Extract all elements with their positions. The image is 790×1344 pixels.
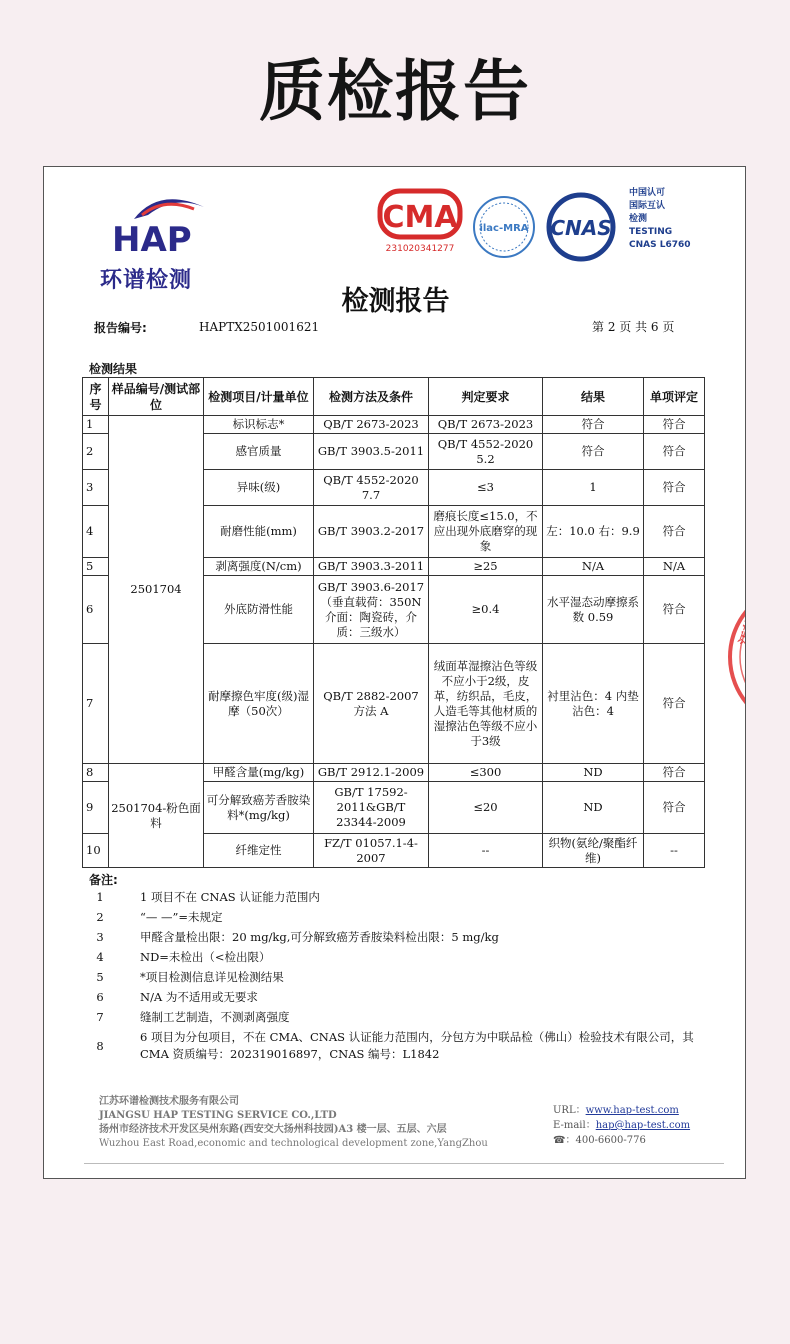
cell: 绒面革湿擦沾色等级不应小于2级，皮革，纺织品，毛皮，人造毛等其他材质的湿擦沾色等级不应小于3级 <box>429 644 543 764</box>
notes-title: 备注: <box>89 873 118 887</box>
cell: 4 <box>83 506 109 558</box>
cell: 磨痕长度≤15.0，不应出现外底磨穿的现象 <box>429 506 543 558</box>
cell: 标识标志* <box>204 416 314 434</box>
red-seal-stamp <box>722 577 776 737</box>
cell: 2501704-粉色面料 <box>109 764 204 868</box>
cell: 符合 <box>644 506 705 558</box>
cell: 左：10.0 右：9.9 <box>543 506 644 558</box>
col-header: 检测方法及条件 <box>314 378 429 416</box>
col-header: 检测项目/计量单位 <box>204 378 314 416</box>
col-header: 序号 <box>83 378 109 416</box>
col-header: 单项评定 <box>644 378 705 416</box>
cell: QB/T 2673-2023 <box>429 416 543 434</box>
cell: 符合 <box>543 416 644 434</box>
cell: N/A <box>543 558 644 576</box>
cell: 水平湿态动摩擦系数 0.59 <box>543 576 644 644</box>
cell: QB/T 4552-2020 7.7 <box>314 470 429 506</box>
cell: 剥离强度(N/cm) <box>204 558 314 576</box>
cell: 符合 <box>644 416 705 434</box>
hap-logo <box>104 189 214 259</box>
report-number-label: 报告编号: <box>94 321 147 335</box>
cell: 符合 <box>644 764 705 782</box>
cell: 10 <box>83 834 109 868</box>
cell: ND <box>543 764 644 782</box>
footer-contact: URL：www.hap-test.com E-mail：hap@hap-test.com ☎：400-6600-776 <box>553 1105 691 1146</box>
cell: 感官质量 <box>204 434 314 470</box>
cell: 耐摩擦色牢度(级)湿摩（50次） <box>204 644 314 764</box>
cell: QB/T 4552-2020 5.2 <box>429 434 543 470</box>
cell: QB/T 2673-2023 <box>314 416 429 434</box>
cell: ≤3 <box>429 470 543 506</box>
cell: FZ/T 01057.1-4-2007 <box>314 834 429 868</box>
cell: 外底防滑性能 <box>204 576 314 644</box>
cell: ≤300 <box>429 764 543 782</box>
address-cn: 扬州市经济技术开发区吴州东路(西安交大扬州科技园)A3 楼一层、五层、六层 <box>99 1124 447 1135</box>
phone-number: ：400-6600-776 <box>565 1135 646 1146</box>
cell: 6 <box>83 576 109 644</box>
cell: 异味(级) <box>204 470 314 506</box>
svg-text:CNAS: CNAS <box>550 216 612 240</box>
cell: 符合 <box>644 470 705 506</box>
report-sheet: HAP 环谱检测 CMA 231020341277 ilac-MRA CNAS 中国认可 国际互认 检测 TESTING CNAS L6760 检测报告 报告编号: HAPTX2501001621 第 2 页 共 6 页 检测结果 序号 样品编号/测试部位 检测项目/计量单位 检测方法及条件 判定要求 结果 单项评定 1 2501704 标识标志* QB/T 2673-2023 QB/T 2673-2023 符合 符合 2 感官质量 GB/T 3903.5-2011 QB/T 4552-2020 5.2 符合 符合 3 异味(级) QB/T 4552-2020 7.7 ≤3 1 符合 4 耐磨性能(mm) GB/T 3903.2-2017 磨痕长度≤15.0，不应出现外底磨穿的现象 左：10.0 右：9.9 符合 5 剥离强度(N/cm) GB/T 3903.3-2011 ≥25 N/A N/A 6 外底防滑性能 GB/T 3903.6-2017（垂直载荷：350N介面：陶瓷砖，介质：三级水） ≥0.4 水平湿态动摩擦系数 0.59 符合 7 耐摩擦色牢度(级)湿摩（50次） QB/T 2882-2007 方法 A 绒面革湿擦沾色等级不应小于2级，皮革，纺织品，毛皮，人造毛等其他材质的湿擦沾色等级不应小于3级 衬里沾色：4 内垫沾色：4 符合 8 2501704-粉色面料 甲醛含量(mg/kg) GB/T 2912.1-2009 ≤300 ND 符合 9 可分解致癌芳香胺染料*(mg/kg) GB/T 17592-2011&GB/T 23344-2009 ≤20 ND 符合 10 纤维定性 FZ/T 01057.1-4-2007 -- 织物(氨纶/聚酯纤维) -- 备注: 1 1 项目不在 CNAS 认证能力范围内 2 “— —”=未规定 3 甲醛含量检出限：20 mg/kg,可分解致癌芳香胺染料检出限：5 mg/kg 4 ND=未检出（<检出限） 5 *项目检测信息详见检测结果 6 N/A 为不适用或无要求 7 缝制工艺制造，不测剥离强度 8 6 项目为分包项目，不在 CMA、CNAS 认证能力范围内，分包方为中联品检（佛山）检验技术有限公司，其 CMA 资质编号：202319016897，CNAS 编号：L1842 江苏环谱检测技术服务有限公司 JIANGSU HAP TESTING SERVICE CO.,LTD 扬州市经济技术开发区吴州东路(西安交大扬州科技园)A3 楼一层、五层、六层 Wuzhou East Road,economic and technological development zone,YangZhou URL：www.hap-test.com E-mail：hap@hap-test.com ☎：400-6600-776 江苏环谱检 <box>43 166 746 1179</box>
cell: 1 <box>83 416 109 434</box>
cell: ND <box>543 782 644 834</box>
svg-text:HAP: HAP <box>112 220 192 259</box>
cell: GB/T 3903.3-2011 <box>314 558 429 576</box>
table-header-row <box>83 378 705 416</box>
phone-icon: ☎ <box>553 1135 566 1146</box>
svg-text:231020341277: 231020341277 <box>385 244 455 254</box>
results-table <box>82 377 705 868</box>
cell: 8 <box>83 764 109 782</box>
document-title: 检测报告 <box>341 286 450 317</box>
cell: 可分解致癌芳香胺染料*(mg/kg) <box>204 782 314 834</box>
svg-text:CMA: CMA <box>382 200 458 235</box>
ilac-mra-logo <box>474 197 534 257</box>
cell: 符合 <box>644 782 705 834</box>
cnas-accreditation-text: 中国认可 国际互认 检测 TESTING CNAS L6760 <box>629 188 691 250</box>
cell: 符合 <box>644 576 705 644</box>
cell: GB/T 3903.5-2011 <box>314 434 429 470</box>
cell: 9 <box>83 782 109 834</box>
company-name-en: JIANGSU HAP TESTING SERVICE CO.,LTD <box>99 1110 337 1121</box>
cell: N/A <box>644 558 705 576</box>
table-row <box>83 416 705 434</box>
cell: GB/T 2912.1-2009 <box>314 764 429 782</box>
cell: 2501704 <box>109 416 204 764</box>
svg-text:江苏环谱检: 江苏环谱检 <box>736 577 776 649</box>
svg-text:ilac-MRA: ilac-MRA <box>479 223 529 234</box>
cell: ≤20 <box>429 782 543 834</box>
cell: 1 <box>543 470 644 506</box>
cell: QB/T 2882-2007 方法 A <box>314 644 429 764</box>
cell: GB/T 17592-2011&GB/T 23344-2009 <box>314 782 429 834</box>
cell: 2 <box>83 434 109 470</box>
footer-company <box>99 1095 488 1151</box>
page-info: 第 2 页 共 6 页 <box>592 320 675 334</box>
cma-logo <box>380 191 460 254</box>
cell: 符合 <box>543 434 644 470</box>
cell: GB/T 3903.2-2017 <box>314 506 429 558</box>
hap-company-name: 环谱检测 <box>100 268 193 293</box>
cell: 符合 <box>644 434 705 470</box>
address-en: Wuzhou East Road,economic and technological development zone,YangZhou <box>99 1138 488 1149</box>
cell: ≥0.4 <box>429 576 543 644</box>
cell: 3 <box>83 470 109 506</box>
page-title: 质检报告 <box>259 53 531 130</box>
email-link[interactable]: hap@hap-test.com <box>595 1120 691 1131</box>
section-label: 检测结果 <box>89 362 138 376</box>
col-header: 结果 <box>543 378 644 416</box>
footer-divider <box>84 1163 724 1164</box>
cell: 纤维定性 <box>204 834 314 868</box>
cell: -- <box>429 834 543 868</box>
company-name-cn: 江苏环谱检测技术服务有限公司 <box>99 1096 239 1107</box>
cell: GB/T 3903.6-2017（垂直载荷：350N介面：陶瓷砖，介质：三级水） <box>314 576 429 644</box>
table-row <box>83 764 705 782</box>
cell: 耐磨性能(mm) <box>204 506 314 558</box>
cnas-logo <box>549 195 613 259</box>
cell: 织物(氨纶/聚酯纤维) <box>543 834 644 868</box>
cell: ≥25 <box>429 558 543 576</box>
cell: 衬里沾色：4 内垫沾色：4 <box>543 644 644 764</box>
col-header: 样品编号/测试部位 <box>109 378 204 416</box>
report-number: HAPTX2501001621 <box>199 320 320 334</box>
cell: -- <box>644 834 705 868</box>
cell: 5 <box>83 558 109 576</box>
cell: 甲醛含量(mg/kg) <box>204 764 314 782</box>
cell: 7 <box>83 644 109 764</box>
col-header: 判定要求 <box>429 378 543 416</box>
website-link[interactable]: www.hap-test.com <box>585 1105 679 1116</box>
cell: 符合 <box>644 644 705 764</box>
